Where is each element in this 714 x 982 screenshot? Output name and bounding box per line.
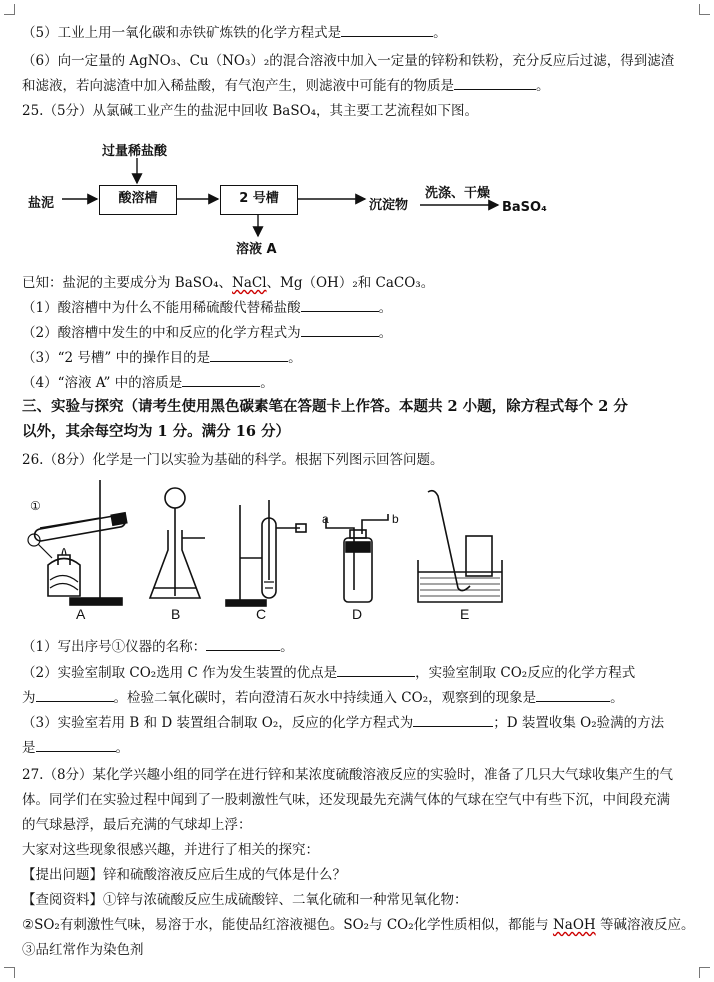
corner-mark-bottom-right <box>699 967 710 978</box>
flow-box-tank-2: 2 号槽 <box>220 185 298 215</box>
q27-line1: 27.（8分）某化学兴趣小组的同学在进行锌和某浓度硫酸溶液反应的实验时，准备了几只大气球收集产生的气 <box>22 767 674 783</box>
apparatus-label-c: C <box>256 606 267 622</box>
port-a-label: a <box>322 512 329 526</box>
answer-blank <box>182 374 260 387</box>
apparatus-b <box>150 488 205 598</box>
apparatus-d <box>326 514 388 602</box>
q27-reference-dye: ③品红常作为染色剂 <box>22 942 144 958</box>
q25-question2: （2）酸溶槽中发生的中和反应的化学方程式为 。 <box>22 325 393 341</box>
q26-question1: （1）写出序号①仪器的名称： 。 <box>22 639 294 655</box>
flow-box-acid-tank: 酸溶槽 <box>99 185 177 215</box>
flow-precipitate-label: 沉淀物 <box>369 198 409 213</box>
flow-input-label: 盐泥 <box>28 196 55 211</box>
answer-blank <box>36 689 114 702</box>
apparatus-label-d: D <box>352 606 363 622</box>
q25-known-info: 已知：盐泥的主要成分为 BaSO₄、NaCl、Mg（OH）₂和 CaCO₃。 <box>22 275 435 291</box>
q25-question4: （4）“溶液 A” 中的溶质是 。 <box>22 375 274 391</box>
q25-title: 25.（5分）从氯碱工业产生的盐泥中回收 BaSO₄，其主要工艺流程如下图。 <box>22 103 479 119</box>
q26-question3-line1: （3）实验室若用 B 和 D 装置组合制取 O₂，反应的化学方程式为 ；D 装置收集 O₂验满的方法 <box>22 715 665 731</box>
apparatus-a <box>28 480 127 605</box>
answer-blank <box>206 638 280 651</box>
answer-blank <box>301 299 379 312</box>
apparatus-e <box>418 491 502 602</box>
apparatus-c <box>226 500 306 606</box>
q24-item6-line1: （6）向一定量的 AgNO₃、Cu（NO₃）₂的混合溶液中加入一定量的锌粉和铁粉，充分反应后过滤，得到滤渣 <box>22 53 675 69</box>
q25-question3: （3）“2 号槽” 中的操作目的是 。 <box>22 350 302 366</box>
answer-blank <box>210 349 288 362</box>
q26-question2-line1: （2）实验室制取 CO₂选用 C 作为发生装置的优点是 ，实验室制取 CO₂反应的化学方程式 <box>22 665 636 681</box>
section3-title-line1: 三、实验与探究（请考生使用黑色碳素笔在答题卡上作答。本题共 2 小题，除方程式每个 2 分 <box>22 398 628 415</box>
q26-question3-line2: 是 。 <box>22 740 129 756</box>
q26-question2-line2: 为 。检验二氧化碳时，若向澄清石灰水中持续通入 CO₂，观察到的现象是 。 <box>22 690 624 706</box>
q24-item5: （5）工业上用一氧化碳和赤铁矿炼铁的化学方程式是 。 <box>22 25 447 41</box>
q26-title: 26.（8分）化学是一门以实验为基础的科学。根据下列图示回答问题。 <box>22 452 444 468</box>
apparatus-label-e: E <box>460 606 470 622</box>
q25-question1: （1）酸溶槽中为什么不能用稀硫酸代替稀盐酸 。 <box>22 300 393 316</box>
section3-title-line2: 以外，其余每空均为 1 分。满分 16 分） <box>22 423 290 440</box>
apparatus-marker: ① <box>30 499 41 513</box>
q24-item6-line2: 和滤液，若向滤渣中加入稀盐酸，有气泡产生，则滤液中可能有的物质是 。 <box>22 78 550 94</box>
q27-line3: 的气球悬浮，最后充满的气球却上浮： <box>22 817 252 833</box>
answer-blank <box>301 324 379 337</box>
q27-line2: 体。同学们在实验过程中闻到了一股刺激性气味，还发现最先充满气体的气球在空气中有些下沉，中间段充满 <box>22 792 670 808</box>
q27-reference-so2: ②SO₂有刺激性气味，易溶于水，能使品红溶液褪色。SO₂与 CO₂化学性质相似，都能与 NaOH 等碱溶液反应。 <box>22 917 695 933</box>
apparatus-label-a: A <box>76 606 86 622</box>
answer-blank <box>337 664 415 677</box>
flow-wash-dry-label: 洗涤、干燥 <box>425 186 491 201</box>
flow-arrows <box>0 0 714 270</box>
port-b-label: b <box>392 512 399 526</box>
answer-blank <box>413 714 493 727</box>
q27-question-raised: 【提出问题】锌和硫酸溶液反应后生成的气体是什么？ <box>22 867 346 883</box>
flow-output-solution-a: 溶液 A <box>236 242 277 257</box>
answer-blank <box>536 689 610 702</box>
flow-reagent-label: 过量稀盐酸 <box>102 144 168 159</box>
apparatus-label-b: B <box>171 606 181 622</box>
answer-blank <box>36 739 116 752</box>
q27-reference-info: 【查阅资料】①锌与浓硫酸反应生成硫酸锌、二氧化硫和一种常见氧化物： <box>22 892 468 908</box>
corner-mark-bottom-left <box>4 967 15 978</box>
flow-product-label: BaSO₄ <box>502 200 547 215</box>
q27-line4: 大家对这些现象很感兴趣，并进行了相关的探究： <box>22 842 319 858</box>
